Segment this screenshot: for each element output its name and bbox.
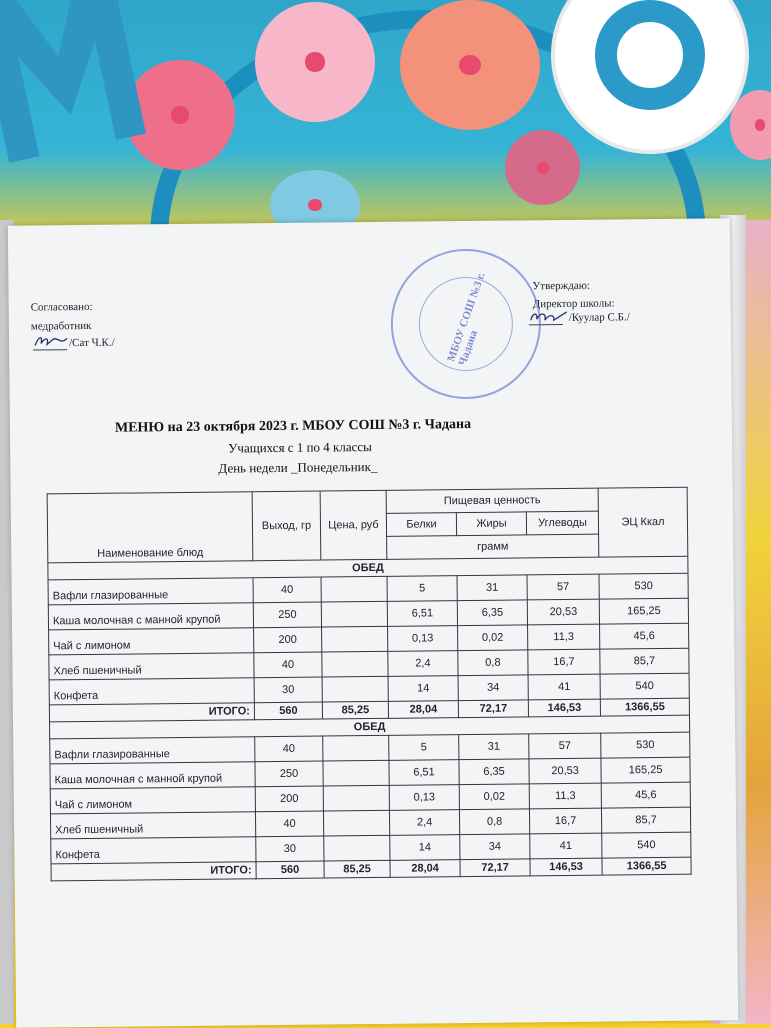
- dish-price: [321, 601, 387, 627]
- total-fat: 72,17: [460, 859, 530, 877]
- dish-carbs: 16,7: [529, 808, 601, 834]
- approval-right-label: Утверждаю:: [532, 279, 591, 293]
- dish-energy: 540: [602, 832, 691, 858]
- dish-protein: 6,51: [387, 601, 457, 627]
- school-stamp: [390, 248, 542, 400]
- dish-price: [322, 651, 388, 677]
- dish-name: Вафли глазированные: [48, 578, 253, 605]
- total-protein: 28,04: [388, 701, 458, 719]
- total-fat: 72,17: [458, 700, 528, 718]
- header-yield: Выход, гр: [252, 491, 321, 561]
- dish-price: [324, 835, 390, 861]
- dish-energy: 85,7: [600, 648, 689, 674]
- dish-energy: 165,25: [601, 757, 690, 783]
- header-carbs: Углеводы: [526, 511, 598, 535]
- section-name: ОБЕД: [50, 715, 690, 739]
- flower-decoration: [505, 130, 580, 205]
- header-nutrition: Пищевая ценность: [386, 488, 598, 513]
- dish-carbs: 57: [527, 574, 599, 600]
- menu-table: [47, 487, 692, 882]
- dish-name: Чай с лимоном: [49, 628, 254, 655]
- dish-price: [321, 576, 387, 602]
- dish-price: [322, 676, 388, 702]
- total-protein: 28,04: [390, 860, 460, 878]
- total-price: 85,25: [324, 860, 390, 878]
- dish-yield: 200: [254, 627, 322, 653]
- dish-fat: 31: [457, 575, 527, 601]
- menu-title: МЕНЮ на 23 октября 2023 г. МБОУ СОШ №3 г. Чадана: [114, 416, 472, 436]
- dish-carbs: 20,53: [527, 599, 599, 625]
- dish-carbs: 41: [530, 833, 602, 859]
- dish-protein: 5: [389, 735, 459, 761]
- total-energy: 1366,55: [600, 698, 689, 716]
- dish-fat: 0,8: [459, 809, 529, 835]
- dish-fat: 6,35: [459, 759, 529, 785]
- dish-name: Хлеб пшеничный: [49, 653, 254, 680]
- total-label: ИТОГО:: [49, 703, 254, 722]
- dish-name: Каша молочная с манной крупой: [50, 762, 255, 789]
- dish-yield: 40: [254, 652, 322, 678]
- dish-energy: 165,25: [599, 598, 688, 624]
- dish-name: Вафли глазированные: [50, 737, 255, 764]
- total-price: 85,25: [322, 701, 388, 719]
- header-dish: Наименование блюд: [47, 492, 253, 563]
- dish-carbs: 11,3: [528, 624, 600, 650]
- dish-fat: 6,35: [457, 600, 527, 626]
- dish-name: Каша молочная с манной крупой: [48, 603, 253, 630]
- dish-carbs: 57: [529, 733, 601, 759]
- dish-protein: 14: [388, 676, 458, 702]
- header-protein: Белки: [386, 513, 456, 537]
- dish-energy: 530: [599, 573, 688, 599]
- dish-yield: 40: [255, 811, 323, 837]
- dish-name: Конфета: [51, 837, 256, 864]
- dish-protein: 2,4: [389, 810, 459, 836]
- header-unit: грамм: [387, 534, 599, 559]
- dish-yield: 40: [255, 736, 323, 762]
- dish-carbs: 41: [528, 674, 600, 700]
- header-energy: ЭЦ Ккал: [598, 487, 688, 557]
- dish-carbs: 11,3: [529, 783, 601, 809]
- dish-price: [323, 785, 389, 811]
- section-name: ОБЕД: [48, 556, 688, 580]
- menu-sheet: [8, 218, 738, 1028]
- approval-left-role: медработник: [30, 319, 92, 333]
- dish-fat: 0,8: [458, 650, 528, 676]
- signature-medic: [33, 337, 67, 350]
- dish-protein: 2,4: [388, 651, 458, 677]
- dish-yield: 30: [256, 836, 324, 862]
- total-energy: 1366,55: [602, 857, 691, 875]
- dish-yield: 40: [253, 577, 321, 603]
- total-yield: 560: [254, 702, 322, 720]
- dish-protein: 0,13: [389, 785, 459, 811]
- dish-price: [323, 760, 389, 786]
- total-carbs: 146,53: [530, 858, 602, 876]
- dish-fat: 0,02: [458, 625, 528, 651]
- dish-name: Чай с лимоном: [50, 787, 255, 814]
- dish-protein: 5: [387, 576, 457, 602]
- dish-price: [323, 810, 389, 836]
- dish-energy: 45,6: [600, 623, 689, 649]
- approval-right-role: Директор школы:: [532, 297, 615, 311]
- dish-fat: 31: [459, 734, 529, 760]
- total-yield: 560: [256, 861, 324, 879]
- dish-fat: 34: [460, 834, 530, 860]
- dish-energy: 540: [600, 673, 689, 699]
- flower-decoration: [400, 0, 540, 130]
- dish-price: [322, 626, 388, 652]
- stamp-text: МБОУ СОШ №3 г. Чадана: [445, 271, 488, 368]
- dish-price: [323, 735, 389, 761]
- dish-yield: 200: [255, 786, 323, 812]
- dish-fat: 34: [458, 675, 528, 701]
- flower-decoration: [255, 2, 375, 122]
- dish-energy: 530: [601, 732, 690, 758]
- dish-protein: 6,51: [389, 760, 459, 786]
- total-carbs: 146,53: [528, 699, 600, 717]
- header-fat: Жиры: [456, 512, 526, 536]
- approval-left-label: Согласовано:: [30, 300, 93, 314]
- weekday-line: День недели _Понедельник_: [218, 458, 378, 476]
- menu-subtitle: Учащихся с 1 по 4 классы: [228, 439, 372, 456]
- dish-name: Конфета: [49, 678, 254, 705]
- dish-yield: 250: [255, 761, 323, 787]
- total-label: ИТОГО:: [51, 862, 256, 881]
- dish-name: Хлеб пшеничный: [50, 812, 255, 839]
- approval-left-name: /Сат Ч.К./: [68, 336, 115, 350]
- dish-fat: 0,02: [459, 784, 529, 810]
- dish-yield: 30: [254, 677, 322, 703]
- dish-energy: 45,6: [601, 782, 690, 808]
- header-price: Цена, руб: [320, 490, 387, 560]
- dish-protein: 0,13: [388, 626, 458, 652]
- dish-protein: 14: [390, 835, 460, 861]
- dish-yield: 250: [253, 602, 321, 628]
- dish-carbs: 20,53: [529, 758, 601, 784]
- dish-energy: 85,7: [601, 807, 690, 833]
- dish-carbs: 16,7: [528, 649, 600, 675]
- approval-right-name: /Куулар С.Б./: [568, 311, 630, 324]
